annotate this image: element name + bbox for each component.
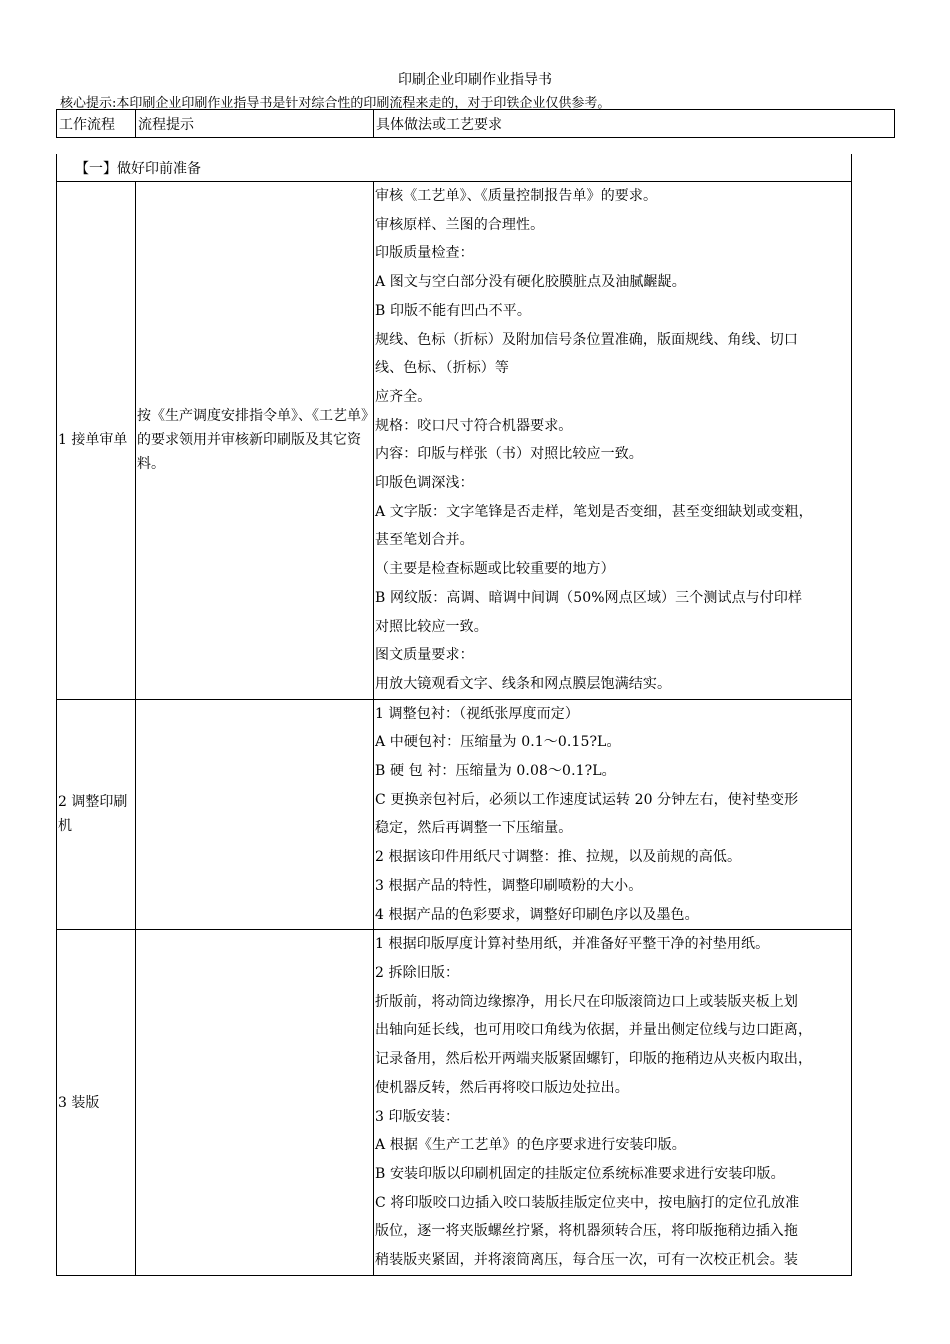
- core-hint: 核心提示:本印刷企业印刷作业指导书是针对综合性的印刷流程来走的，对于印铁企业仅供参考。: [60, 96, 611, 111]
- detail-line: 使机器反转，然后再将咬口版边处拉出。: [375, 1079, 629, 1096]
- detail-line: 甚至笔划合并。: [375, 532, 474, 549]
- detail-line: 2 拆除旧版：: [375, 964, 460, 981]
- step-label: 1 接单审单: [57, 182, 136, 700]
- step-tip: 按《生产调度安排指令单》、《工艺单》的要求领用并审核新印刷版及其它资料。: [136, 182, 374, 700]
- detail-line: C 将印版咬口边插入咬口装版挂版定位夹中，按电脑打的定位孔放准: [375, 1194, 800, 1211]
- detail-line: 3 印版安装：: [375, 1108, 460, 1125]
- detail-line: 稳定，然后再调整一下压缩量。: [375, 820, 573, 837]
- detail-line: 用放大镜观看文字、线条和网点膜层饱满结实。: [375, 675, 672, 692]
- detail-line: 记录备用，然后松开两端夹版紧固螺钉，印版的拖稍边从夹板内取出，: [375, 1051, 813, 1068]
- step-label: 3 装版: [57, 930, 136, 1275]
- detail-line: B 安装印版以印刷机固定的挂版定位系统标准要求进行安装印版。: [375, 1165, 785, 1182]
- detail-line: 稍装版夹紧固，并将滚筒离压，每合压一次，可有一次校正机会。装: [375, 1252, 798, 1269]
- step-detail: [374, 182, 852, 700]
- document-title: 印刷企业印刷作业指导书: [398, 72, 552, 88]
- detail-line: 1 调整包衬：（视纸张厚度而定）: [375, 705, 579, 722]
- detail-line: 审核原样、兰图的合理性。: [375, 216, 545, 233]
- detail-line: B 网纹版：高调、暗调中间调（50%网点区域）三个测试点与付印样: [375, 589, 803, 606]
- detail-line: 2 根据该印件用纸尺寸调整：推、拉规，以及前规的高低。: [375, 849, 742, 866]
- detail-line: 4 根据产品的色彩要求，调整好印刷色序以及墨色。: [375, 906, 699, 923]
- detail-line: B 硬 包 衬：压缩量为 0.08～0.1?L。: [375, 763, 616, 780]
- table-row: [57, 930, 852, 1275]
- detail-line: 审核《工艺单》、《质量控制报告单》的要求。: [375, 188, 658, 204]
- detail-line: A 根据《生产工艺单》的色序要求进行安装印版。: [375, 1137, 686, 1154]
- detail-line: 印版色调深浅：: [375, 475, 474, 492]
- detail-line: 印版质量检查：: [375, 245, 474, 262]
- step-detail: [374, 930, 852, 1275]
- detail-line: 出轴向延长线，也可用咬口角线为依据，并量出侧定位线与边口距离，: [375, 1022, 813, 1039]
- detail-line: 规格：咬口尺寸符合机器要求。: [375, 417, 573, 434]
- header-workflow: 工作流程: [57, 110, 136, 138]
- detail-line: C 更换亲包衬后，必须以工作速度试运转 20 分钟左右，使衬垫变形: [375, 791, 799, 808]
- header-tip: 流程提示: [136, 110, 374, 138]
- detail-line: 3 根据产品的特性，调整印刷喷粉的大小。: [375, 877, 643, 894]
- step-detail: [374, 699, 852, 930]
- detail-line: 对照比较应一致。: [375, 618, 488, 635]
- detail-line: 折版前，将动筒边缘擦净，用长尺在印版滚筒边口上或装版夹板上划: [375, 993, 798, 1010]
- detail-line: A 中硬包衬：压缩量为 0.1～0.15?L。: [375, 734, 621, 751]
- detail-line: 内容：印版与样张（书）对照比较应一致。: [375, 446, 643, 463]
- section-heading: 【一】做好印前准备: [57, 154, 852, 182]
- detail-line: 线、色标、（折标）等: [375, 360, 509, 377]
- detail-line: 版位，逐一将夹版螺丝拧紧，将机器须转合压，将印版拖稍边插入拖: [375, 1223, 798, 1240]
- procedure-table: [56, 154, 852, 1276]
- header-table: [56, 109, 895, 138]
- detail-line: A 文字版：文字笔锋是否走样，笔划是否变细，甚至变细缺划或变粗，: [375, 503, 813, 520]
- detail-line: B 印版不能有凹凸不平。: [375, 302, 531, 319]
- detail-line: 图文质量要求：: [375, 647, 474, 664]
- step-tip: [136, 699, 374, 930]
- detail-line: 应齐全。: [375, 388, 432, 405]
- step-label: 2 调整印刷机: [57, 699, 136, 930]
- header-detail: 具体做法或工艺要求: [374, 110, 895, 138]
- detail-line: 规线、色标（折标）及附加信号条位置准确，版面规线、角线、切口: [375, 331, 798, 348]
- detail-line: A 图文与空白部分没有硬化胶膜脏点及油腻齷龊。: [375, 274, 686, 291]
- detail-line: （主要是检查标题或比较重要的地方）: [375, 561, 615, 578]
- detail-line: 1 根据印版厚度计算衬垫用纸，并准备好平整干净的衬垫用纸。: [375, 936, 770, 953]
- step-tip: [136, 930, 374, 1275]
- table-row: [57, 182, 852, 700]
- table-row: [57, 699, 852, 930]
